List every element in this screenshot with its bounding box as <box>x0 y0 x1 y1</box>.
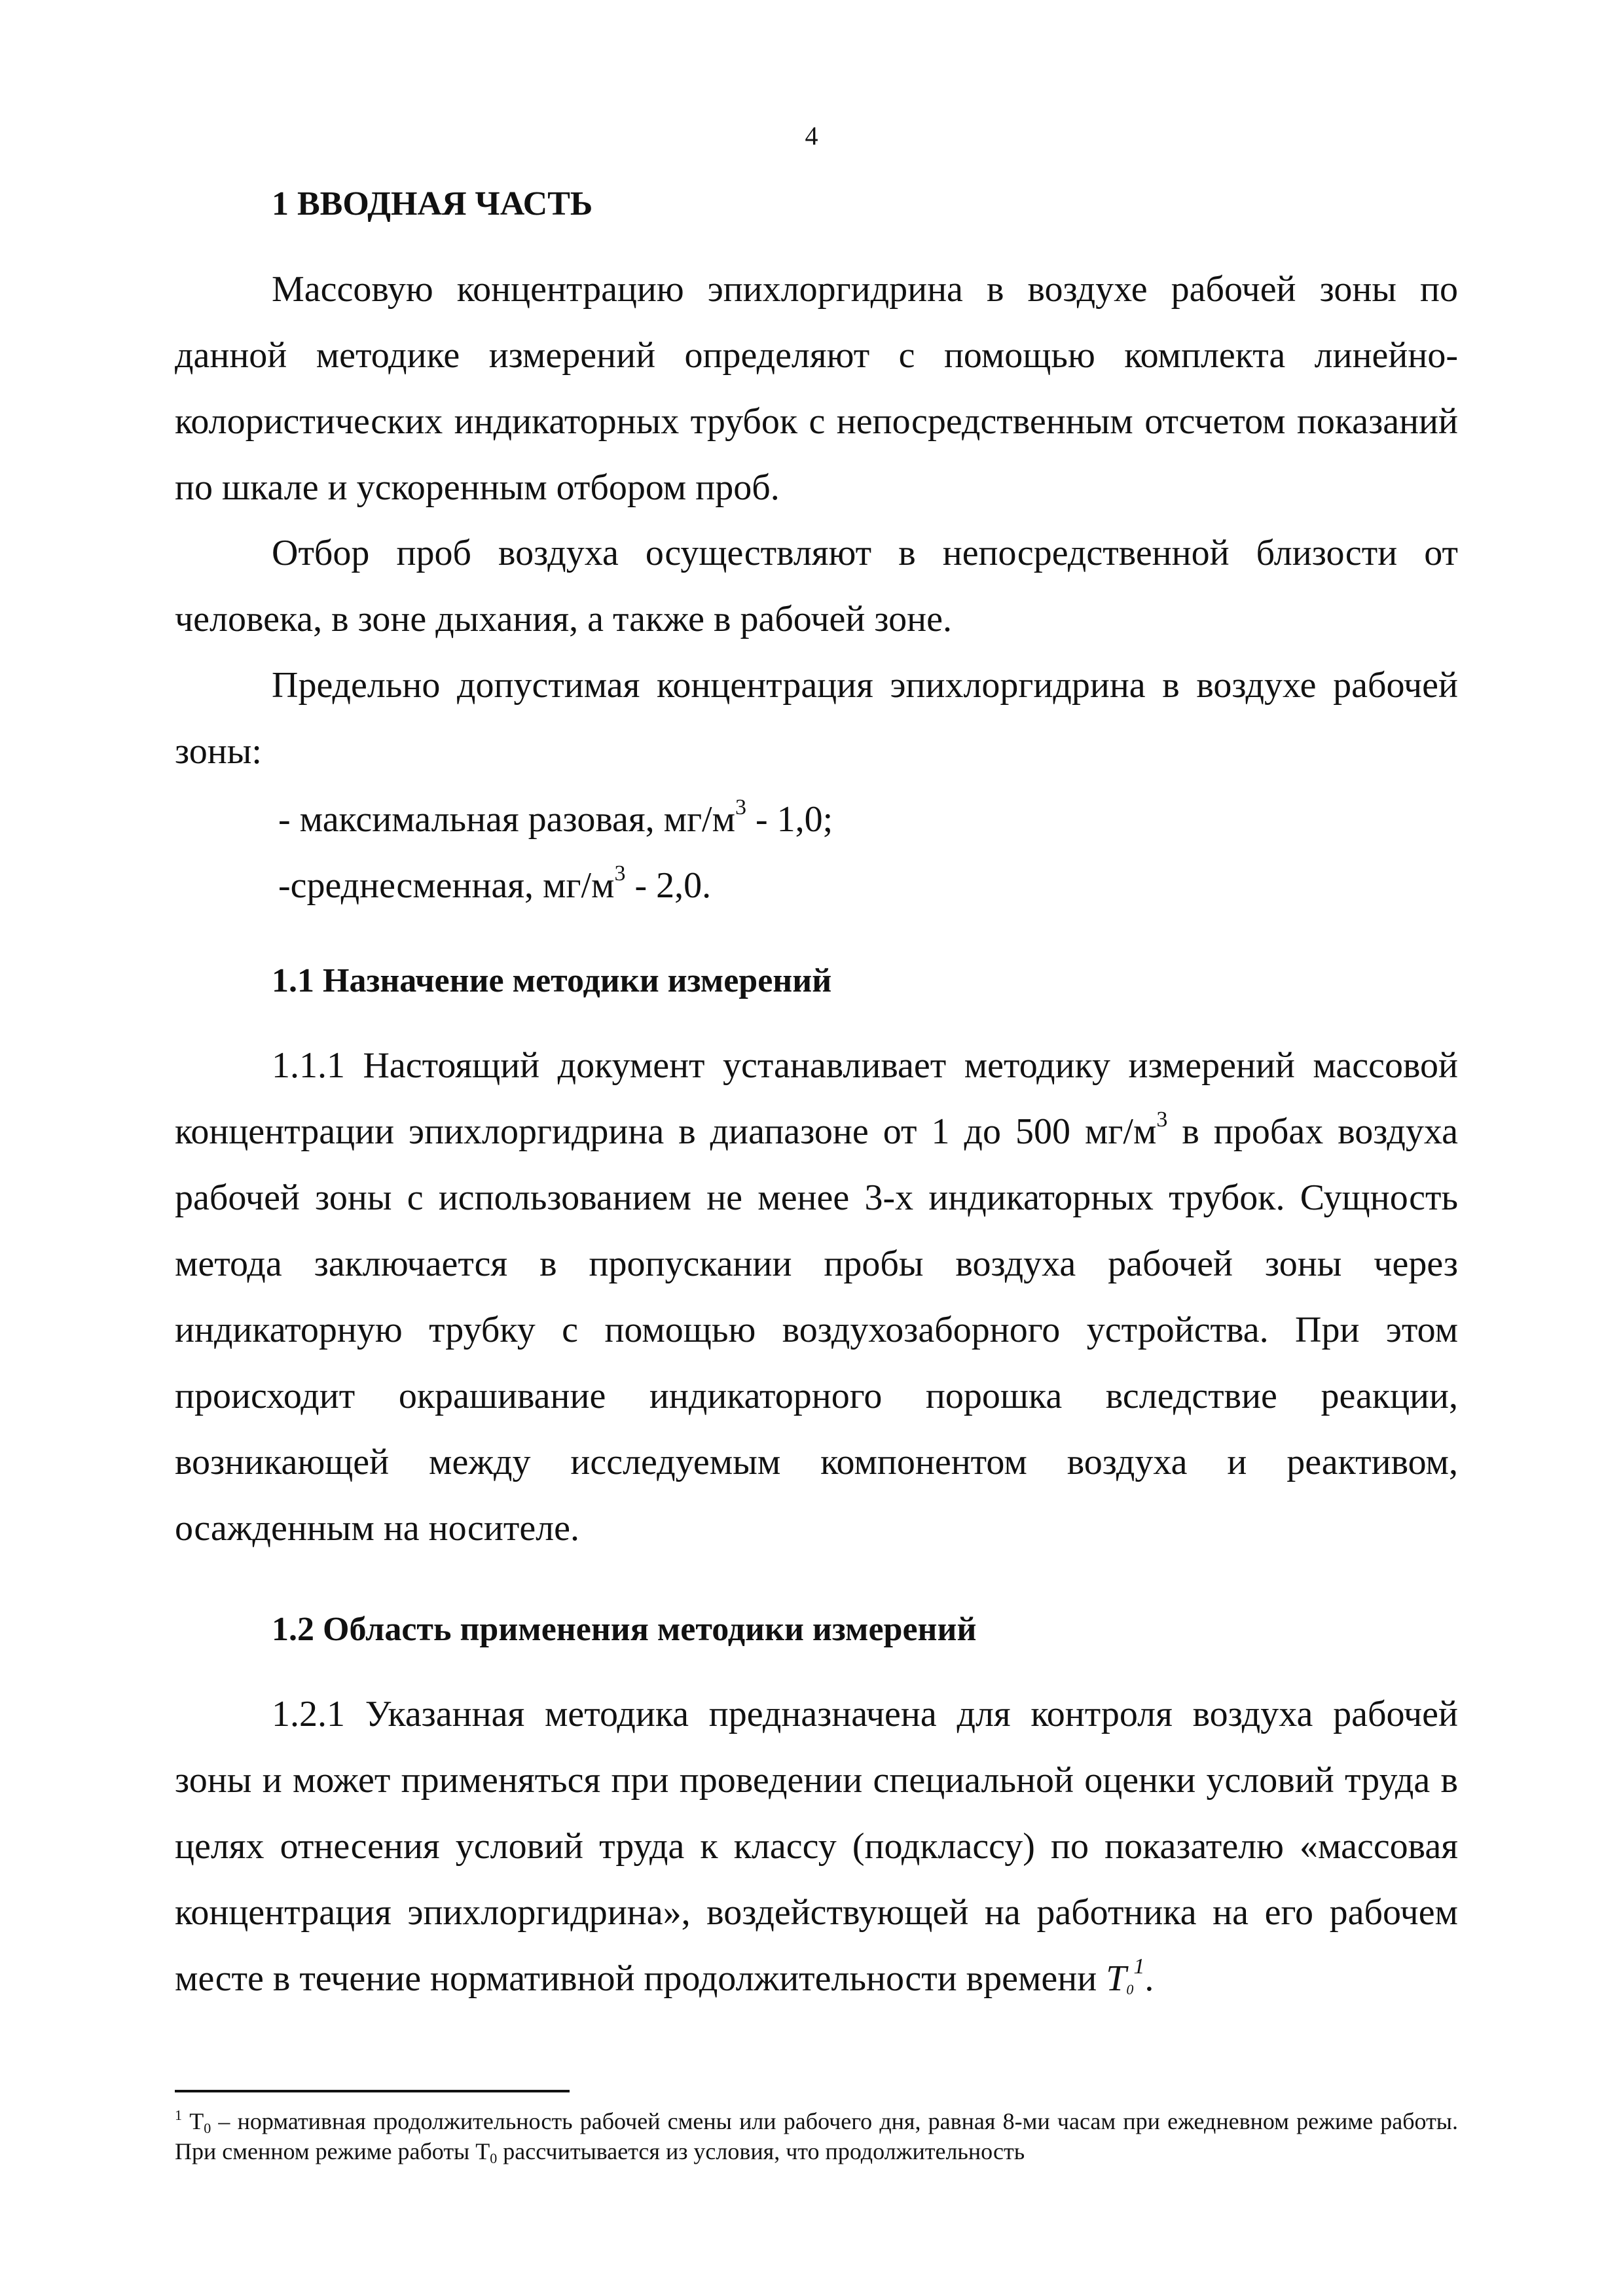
superscript: 3 <box>1156 1107 1168 1132</box>
section-1-heading: 1 ВВОДНАЯ ЧАСТЬ <box>272 185 593 223</box>
section-1-paragraph-1: Массовую концентрацию эпихлоргидрина в воздухе рабочей зоны по данной методике измерений определяют с помощью комплекта линейно-колористических индикаторных трубок с непосредственным отсчетом показаний по шкале и ускоренным отбором проб. <box>175 269 1458 508</box>
footnote-symbol: Т <box>189 2108 204 2134</box>
footnote-symbol-subscript: 0 <box>204 2120 211 2136</box>
time-symbol-subscript: 0 <box>1126 1981 1134 1998</box>
paragraph-end: . <box>1144 1958 1154 1999</box>
footnote-marker: 1 <box>175 2107 182 2123</box>
superscript: 3 <box>735 795 747 819</box>
list-item-text: - максимальная разовая, мг/м <box>278 799 736 840</box>
superscript: 3 <box>614 861 626 886</box>
list-item-value: - 1,0; <box>746 799 833 840</box>
footnote-text: – нормативная продолжительность рабочей смены или рабочего дня, равная 8-ми часам при ежедневном режиме работы. При сменном режиме работы Т <box>175 2108 1458 2164</box>
paragraph-text-cont: в пробах воздуха рабочей зоны с использованием не менее 3-х индикаторных трубок. Сущность метода заключается в пропускании пробы воздуха рабочей зоны через индикаторную трубку с помощью воздухозаборного устройства. При этом происходит окрашивание индикаторного порошка вследствие реакции, возникающей между исследуемым компонентом воздуха и реактивом, осажденным на носителе. <box>175 1111 1458 1549</box>
footnote <box>175 2106 1458 2166</box>
section-1-1-paragraph <box>175 1033 1458 1562</box>
list-item-text: -среднесменная, мг/м <box>278 865 615 906</box>
page-number: 4 <box>805 121 818 151</box>
section-1-paragraph-2: Отбор проб воздуха осуществляют в непосредственной близости от человека, в зоне дыхания, а также в рабочей зоне. <box>175 533 1458 639</box>
section-1-2-heading: 1.2 Область применения методики измерений <box>272 1611 977 1648</box>
mpc-list-item-max <box>278 795 833 840</box>
time-symbol <box>1106 1954 1145 1999</box>
section-1-2-paragraph <box>175 1681 1458 2012</box>
footnote-reference: 1 <box>1133 1954 1145 1979</box>
list-item-value: - 2,0. <box>625 865 712 906</box>
section-1-1-heading: 1.1 Назначение методики измерений <box>272 962 832 999</box>
footnote-separator <box>175 2090 570 2092</box>
footnote-text-subscript: 0 <box>490 2150 498 2166</box>
paragraph-text: 1.1.1 Настоящий документ устанавливает методику измерений массовой концентрации эпихлоргидрина в диапазоне от 1 до 500 мг/м <box>175 1045 1458 1152</box>
section-1-paragraph-3: Предельно допустимая концентрация эпихлоргидрина в воздухе рабочей зоны: <box>175 665 1458 772</box>
mpc-list-item-avg <box>278 861 712 906</box>
paragraph-text: 1.2.1 Указанная методика предназначена для контроля воздуха рабочей зоны и может применяться при проведении специальной оценки условий труда в целях отнесения условий труда к классу (подклассу) по показателю «массовая концентрация эпихлоргидрина», воздействующей на работника на его рабочем месте в течение нормативной продолжительности времени <box>175 1694 1458 1999</box>
time-symbol-letter: T <box>1106 1958 1127 1999</box>
footnote-text-cont: рассчитывается из условия, что продолжительность <box>497 2138 1025 2164</box>
